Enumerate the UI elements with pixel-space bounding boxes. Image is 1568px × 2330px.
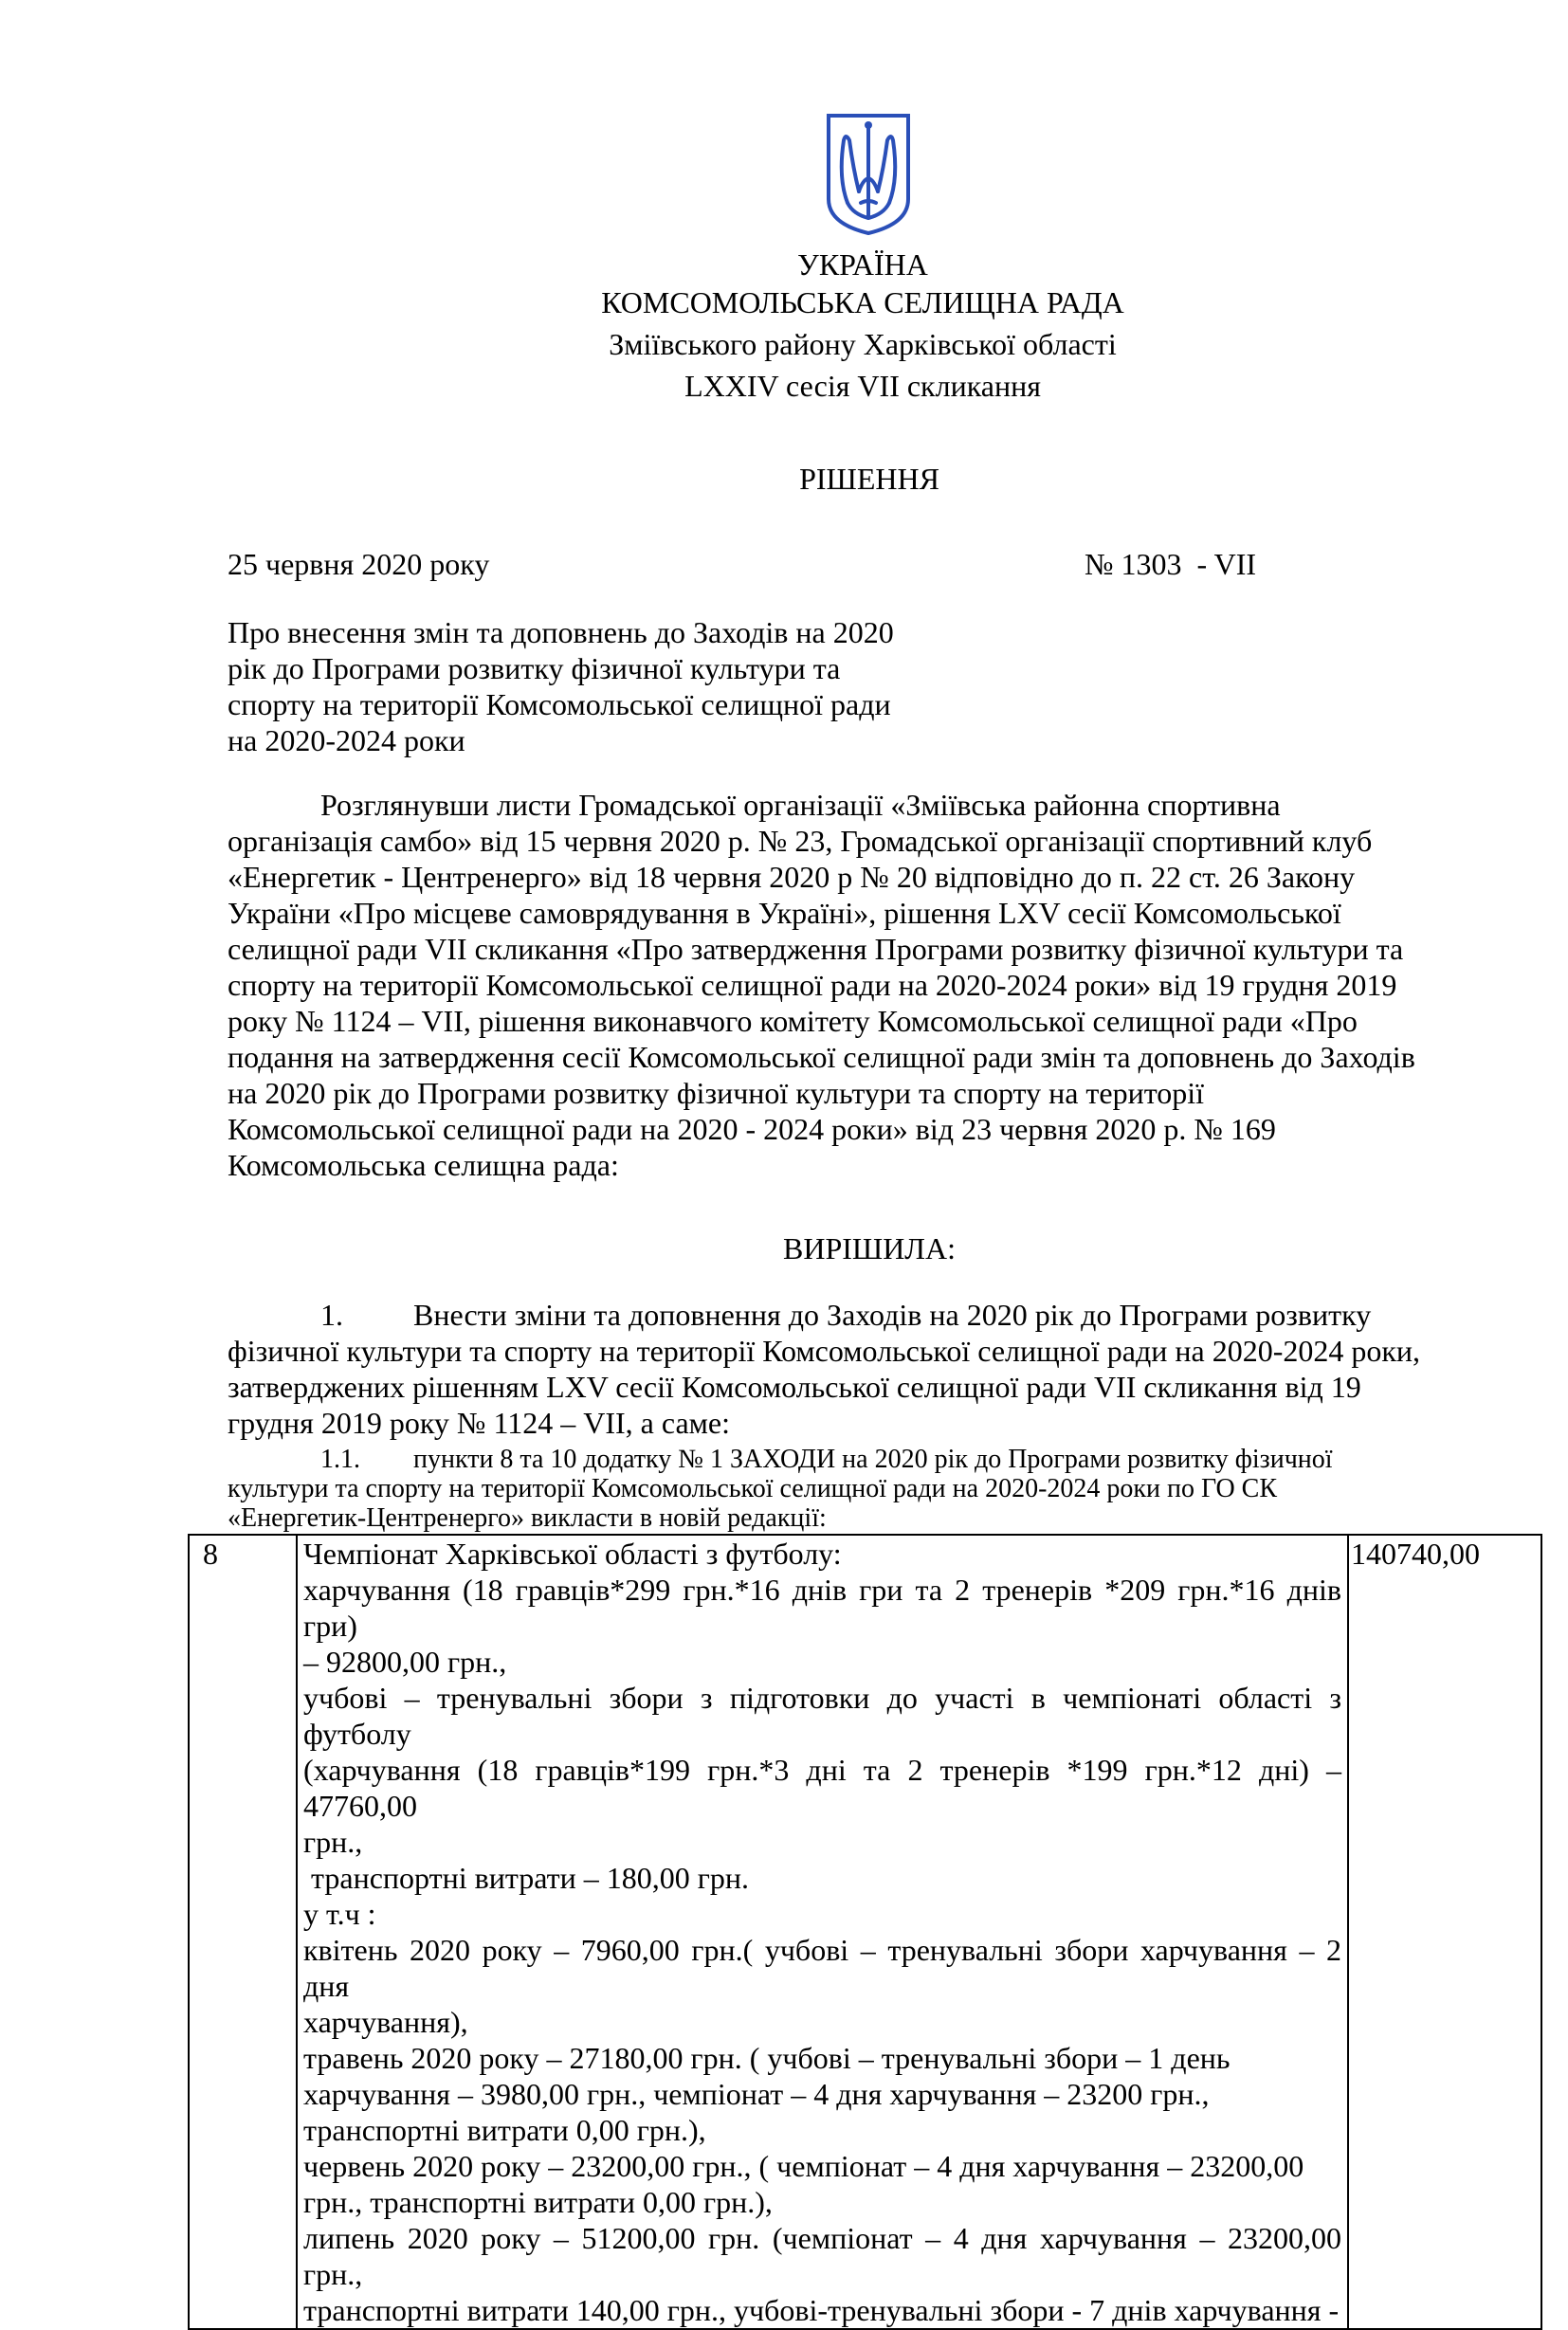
preamble-line: організація самбо» від 15 червня 2020 р. № 23, Громадської організації спортивний клуб: [228, 824, 1373, 858]
table-cell-amount: 140740,00: [1348, 1535, 1541, 2329]
measures-table: [188, 1534, 1542, 2330]
item-1-1-line: культури та спорту на території Комсомольської селищної ради на 2020-2024 роки по ГО СК: [228, 1474, 1278, 1503]
subject-line: спорту на території Комсомольської селищної ради: [228, 687, 891, 721]
cell-line: харчування – 3980,00 грн., чемпіонат – 4 дня харчування – 23200 грн.,: [303, 2077, 1210, 2111]
cell-line: грн.,: [303, 1825, 363, 1859]
item-1-1-number: 1.1.: [320, 1445, 360, 1474]
cell-line: харчування),: [303, 2005, 468, 2039]
header-country: УКРАЇНА: [797, 247, 928, 282]
decision-subject: [228, 614, 939, 758]
preamble-line: спорту на території Комсомольської селищної ради на 2020-2024 роки» від 19 грудня 2019: [228, 968, 1397, 1002]
cell-line: учбові – тренувальні збори з підготовки до участі в чемпіонаті області з футболу: [303, 1681, 1341, 1751]
cell-line: у т.ч :: [303, 1897, 376, 1931]
header-session: LXXIV сесія VII скликання: [684, 369, 1041, 403]
cell-line: Чемпіонат Харківської області з футболу:: [303, 1537, 842, 1571]
subject-line: рік до Програми розвитку фізичної культури та: [228, 651, 841, 685]
item-1-number: 1.: [320, 1298, 343, 1332]
preamble-line: Розглянувши листи Громадської організації «Зміївська районна спортивна: [320, 788, 1281, 822]
item-1-1-line: пункти 8 та 10 додатку № 1 ЗАХОДИ на 2020 рік до Програми розвитку фізичної: [413, 1445, 1333, 1474]
cell-line: харчування (18 гравців*299 грн.*16 днів гри та 2 тренерів *209 грн.*16 днів гри): [303, 1573, 1341, 1643]
cell-line: квітень 2020 року – 7960,00 грн.( учбові – тренувальні збори харчування – 2 дня: [303, 1933, 1341, 2003]
item-1-line: затверджених рішенням LXV сесії Комсомольської селищної ради VII скликання від 19: [228, 1370, 1361, 1404]
preamble-line: Комсомольська селищна рада:: [228, 1148, 619, 1182]
preamble-line: України «Про місцеве самоврядування в Україні», рішення LXV сесії Комсомольської: [228, 896, 1341, 930]
header-district: Зміївського району Харківської області: [609, 327, 1117, 361]
preamble-line: подання на затвердження сесії Комсомольської селищної ради змін та доповнень до Заходів: [228, 1040, 1415, 1074]
cell-line: червень 2020 року – 23200,00 грн., ( чемпіонат – 4 дня харчування – 23200,00: [303, 2149, 1304, 2183]
item-1-1: [228, 1445, 1492, 1533]
preamble-line: року № 1124 – VII, рішення виконавчого комітету Комсомольської селищної ради «Про: [228, 1004, 1358, 1038]
coat-of-arms-emblem: [825, 112, 912, 237]
preamble-line: селищної ради VII скликання «Про затвердження Програми розвитку фізичної культури та: [228, 932, 1404, 966]
cell-line: (харчування (18 гравців*199 грн.*3 дні та 2 тренерів *199 грн.*12 дні) – 47760,00: [303, 1753, 1341, 1823]
cell-line: транспортні витрати – 180,00 грн.: [303, 1861, 749, 1895]
table-row: [189, 1535, 1541, 2329]
cell-line: транспортні витрати 140,00 грн., учбові-тренувальні збори - 7 днів харчування -: [303, 2293, 1340, 2327]
preamble-line: «Енергетик - Центренерго» від 18 червня 2020 р № 20 відповідно до п. 22 ст. 26 Закону: [228, 860, 1356, 894]
item-1-line: грудня 2019 року № 1124 – VII, а саме:: [228, 1406, 731, 1440]
item-1: [228, 1297, 1492, 1441]
item-1-line: фізичної культури та спорту на території Комсомольської селищної ради на 2020-2024 роки,: [228, 1334, 1421, 1368]
cell-line: липень 2020 року – 51200,00 грн. (чемпіонат – 4 дня харчування – 23200,00 грн.,: [303, 2221, 1341, 2291]
preamble: [228, 787, 1492, 1183]
decision-date: 25 червня 2020 року: [228, 547, 490, 581]
cell-line: – 92800,00 грн.,: [303, 1645, 507, 1679]
table-cell-number: 8: [189, 1535, 297, 2329]
item-1-line: Внести зміни та доповнення до Заходів на 2020 рік до Програми розвитку: [413, 1298, 1372, 1332]
preamble-line: на 2020 рік до Програми розвитку фізичної культури та спорту на території: [228, 1076, 1205, 1110]
preamble-line: Комсомольської селищної ради на 2020 - 2024 роки» від 23 червня 2020 р. № 169: [228, 1112, 1276, 1146]
cell-line: транспортні витрати 0,00 грн.),: [303, 2113, 706, 2147]
decision-number: № 1303 - VII: [1085, 547, 1257, 581]
decided-heading: ВИРІШИЛА:: [783, 1231, 956, 1265]
subject-line: Про внесення змін та доповнень до Заходів на 2020: [228, 615, 894, 649]
cell-line: грн., транспортні витрати 0,00 грн.),: [303, 2185, 773, 2219]
document-title: РІШЕННЯ: [799, 462, 939, 496]
subject-line: на 2020-2024 роки: [228, 723, 465, 757]
table-cell-description: [297, 1535, 1348, 2329]
header-council: КОМСОМОЛЬСЬКА СЕЛИЩНА РАДА: [601, 285, 1124, 319]
cell-line: травень 2020 року – 27180,00 грн. ( учбові – тренувальні збори – 1 день: [303, 2041, 1231, 2075]
item-1-1-line: «Енергетик-Центренерго» викласти в новій редакції:: [228, 1503, 827, 1533]
